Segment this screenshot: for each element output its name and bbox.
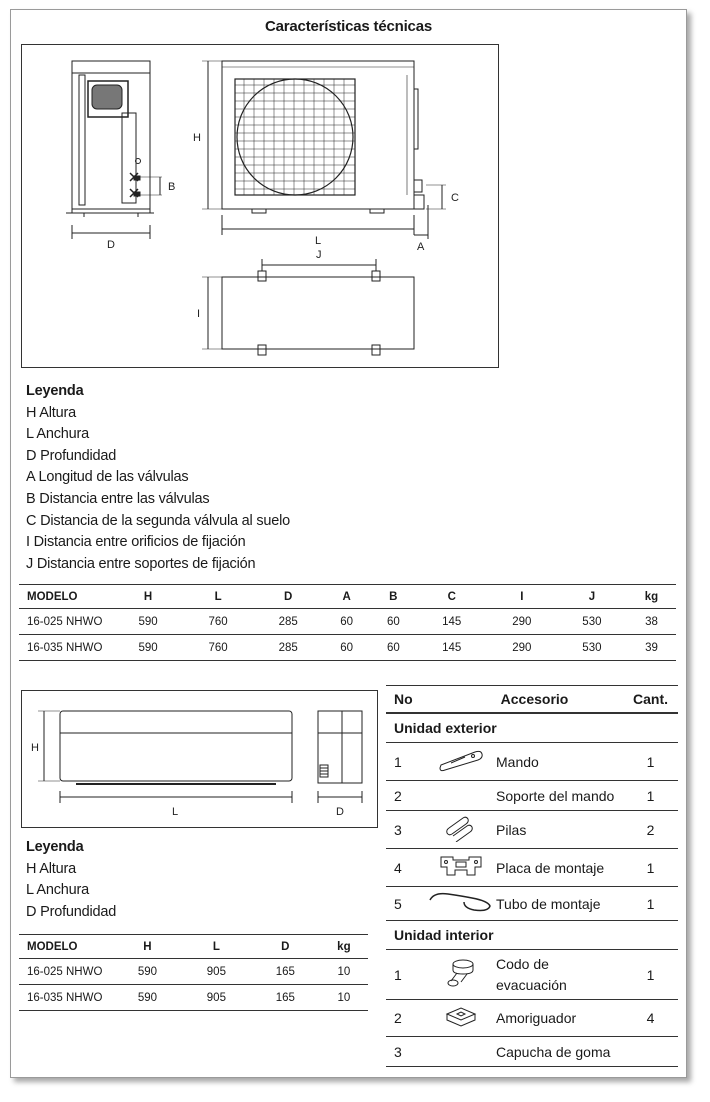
table-row	[386, 781, 678, 811]
cell: 60	[370, 635, 417, 661]
dim-label-h: H	[31, 742, 39, 754]
table-row	[386, 811, 678, 849]
cell: 590	[113, 609, 183, 635]
col-header: H	[113, 935, 182, 959]
col-header: B	[370, 585, 417, 609]
dim-label-a: A	[417, 241, 425, 253]
cell: 165	[251, 985, 320, 1011]
cell: 145	[417, 609, 487, 635]
outdoor-bottom-view	[222, 277, 414, 349]
cell: 530	[557, 635, 627, 661]
table-row	[19, 635, 676, 661]
dim-label-b: B	[168, 181, 176, 193]
legend-item: D Profundidad	[26, 447, 117, 464]
indoor-unit-diagram	[21, 690, 378, 828]
item-no: 3	[386, 811, 426, 849]
cell: 905	[182, 959, 251, 985]
legend-item: H Altura	[26, 404, 76, 421]
page-title: Características técnicas	[265, 18, 432, 35]
dim-label-i: I	[197, 308, 201, 320]
legend-item: C Distancia de la segunda válvula al suelo	[26, 512, 291, 529]
item-qty	[623, 1037, 678, 1067]
indoor-front-view	[60, 711, 292, 781]
outdoor-side-view	[72, 61, 150, 209]
item-no: 2	[386, 1000, 426, 1037]
outdoor-unit-diagram	[21, 44, 499, 368]
cell: 285	[253, 635, 323, 661]
item-name: Codo de evacuación	[496, 950, 623, 1000]
dim-label-d: D	[107, 239, 115, 251]
item-qty: 2	[623, 811, 678, 849]
item-no: 1	[386, 743, 426, 781]
cell: 590	[113, 985, 182, 1011]
table-row	[19, 959, 368, 985]
cell: 39	[627, 635, 676, 661]
outdoor-unit-drawing	[22, 45, 498, 367]
table-header-row	[386, 686, 678, 714]
item-qty: 1	[623, 950, 678, 1000]
table-row	[386, 1000, 678, 1037]
cell: 290	[487, 609, 557, 635]
item-qty: 1	[623, 887, 678, 921]
dim-label-l: L	[315, 235, 322, 247]
table-row	[386, 887, 678, 921]
col-header: J	[557, 585, 627, 609]
legend-title: Leyenda	[26, 383, 84, 399]
table-row	[386, 743, 678, 781]
legend-title: Leyenda	[26, 839, 84, 855]
legend-item: H Altura	[26, 860, 76, 877]
col-header: A	[323, 585, 370, 609]
item-no: 5	[386, 887, 426, 921]
section-title: Unidad interior	[386, 921, 678, 950]
cell: 16-025 NHWO	[19, 609, 113, 635]
item-name: Pilas	[496, 811, 623, 849]
damper-icon	[426, 1000, 496, 1037]
legend-item: L Anchura	[26, 882, 89, 899]
cell: 16-025 NHWO	[19, 959, 113, 985]
mounting-plate-icon	[426, 849, 496, 887]
item-name: Placa de montaje	[496, 849, 623, 887]
item-name: Capucha de goma	[496, 1037, 623, 1067]
section-row	[386, 921, 678, 950]
cell: 530	[557, 609, 627, 635]
spec-sheet	[10, 9, 687, 1078]
col-header: MODELO	[19, 585, 113, 609]
table-row	[386, 950, 678, 1000]
col-header-no: No	[386, 686, 426, 714]
dim-label-j: J	[316, 249, 322, 261]
item-qty: 1	[623, 743, 678, 781]
dim-label-l: L	[172, 806, 179, 818]
indoor-spec-table	[19, 934, 368, 1011]
cell: 590	[113, 635, 183, 661]
col-header: kg	[320, 935, 368, 959]
section-title: Unidad exterior	[386, 713, 678, 743]
cell: 60	[370, 609, 417, 635]
batteries-icon	[426, 811, 496, 849]
col-header: L	[183, 585, 253, 609]
col-header-qty: Cant.	[623, 686, 678, 714]
cell: 760	[183, 635, 253, 661]
cell: 165	[251, 959, 320, 985]
table-header-row	[19, 585, 676, 609]
cell: 16-035 NHWO	[19, 635, 113, 661]
item-no: 2	[386, 781, 426, 811]
dim-label-h: H	[193, 132, 201, 144]
col-header: D	[251, 935, 320, 959]
remote-control-icon	[426, 743, 496, 781]
drain-elbow-icon	[426, 950, 496, 1000]
cell: 38	[627, 609, 676, 635]
col-header: L	[182, 935, 251, 959]
item-qty: 1	[623, 849, 678, 887]
item-name: Amoriguador	[496, 1000, 623, 1037]
dim-label-c: C	[451, 192, 459, 204]
accessories-table	[386, 685, 678, 1067]
legend-item: J Distancia entre soportes de fijación	[26, 555, 256, 572]
indoor-legend	[26, 837, 116, 923]
item-qty: 4	[623, 1000, 678, 1037]
col-header: MODELO	[19, 935, 113, 959]
outdoor-spec-table	[19, 584, 676, 661]
cell: 10	[320, 959, 368, 985]
cell: 760	[183, 609, 253, 635]
legend-item: D Profundidad	[26, 903, 117, 920]
cell: 16-035 NHWO	[19, 985, 113, 1011]
cell: 145	[417, 635, 487, 661]
col-header: D	[253, 585, 323, 609]
table-row	[19, 985, 368, 1011]
cell: 290	[487, 635, 557, 661]
col-header: C	[417, 585, 487, 609]
col-header-accessory: Accesorio	[426, 686, 623, 714]
legend-item: B Distancia entre las válvulas	[26, 490, 210, 507]
item-no: 1	[386, 950, 426, 1000]
table-header-row	[19, 935, 368, 959]
dim-label-d: D	[336, 806, 344, 818]
indoor-side-view	[318, 711, 362, 783]
table-row	[386, 1037, 678, 1067]
section-row	[386, 713, 678, 743]
item-no: 4	[386, 849, 426, 887]
cell: 905	[182, 985, 251, 1011]
item-name: Soporte del mando	[496, 781, 623, 811]
cell: 60	[323, 609, 370, 635]
mounting-tube-icon	[426, 887, 496, 921]
col-header: H	[113, 585, 183, 609]
legend-item: I Distancia entre orificios de fijación	[26, 534, 246, 551]
outdoor-legend	[26, 381, 290, 575]
cell: 60	[323, 635, 370, 661]
col-header: kg	[627, 585, 676, 609]
item-name: Tubo de montaje	[496, 887, 623, 921]
item-qty: 1	[623, 781, 678, 811]
cell: 285	[253, 609, 323, 635]
legend-item: L Anchura	[26, 426, 89, 443]
item-no: 3	[386, 1037, 426, 1067]
legend-item: A Longitud de las válvulas	[26, 469, 189, 486]
cell: 590	[113, 959, 182, 985]
col-header: I	[487, 585, 557, 609]
indoor-unit-drawing	[22, 691, 377, 827]
table-row	[19, 609, 676, 635]
cell: 10	[320, 985, 368, 1011]
table-row	[386, 849, 678, 887]
item-name: Mando	[496, 743, 623, 781]
